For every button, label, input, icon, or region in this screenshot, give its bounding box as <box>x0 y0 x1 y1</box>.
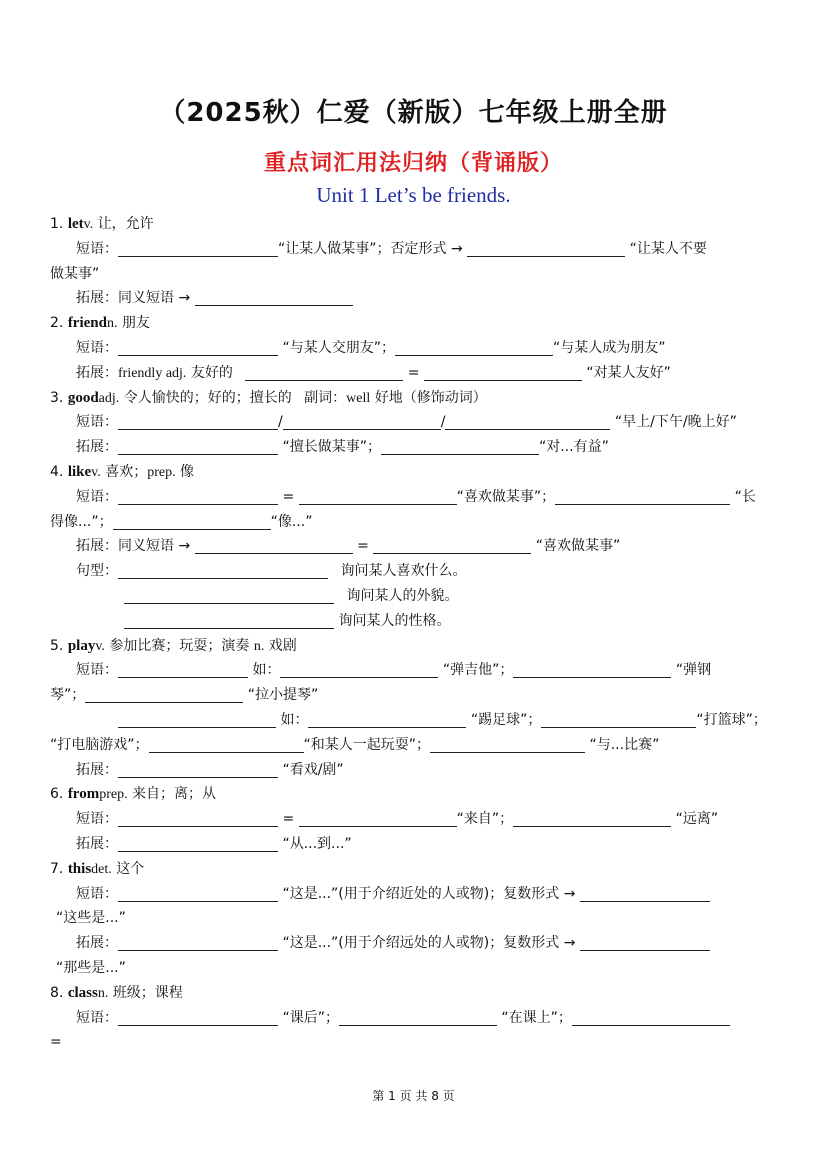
entry-heading <box>50 634 780 659</box>
line-text: 询问某人喜欢什么。 <box>340 563 467 580</box>
line-text: 琴”； <box>50 687 86 704</box>
fill-blank[interactable] <box>467 240 625 257</box>
headword: play <box>67 637 96 654</box>
fill-blank[interactable] <box>513 810 671 827</box>
fill-blank[interactable] <box>339 1009 497 1026</box>
line-text: “弹吉他”； <box>442 662 514 679</box>
slash: / <box>278 414 283 431</box>
entry-number: 7. <box>50 860 64 877</box>
fill-blank[interactable] <box>124 612 334 629</box>
fill-blank[interactable] <box>541 711 696 728</box>
part-of-speech: adj. <box>98 390 120 406</box>
entry-line <box>50 931 780 956</box>
meaning: 来自；离；从 <box>132 786 217 803</box>
line-label: 短语： <box>76 488 118 505</box>
line-label: 短语： <box>76 339 118 356</box>
line-label: 短语： <box>76 885 118 902</box>
line-label: 拓展： <box>76 935 118 952</box>
part-of-speech: v. <box>91 464 101 480</box>
line-text: “对某人友好” <box>586 364 671 381</box>
line-text: 如： <box>252 662 281 679</box>
equals-sign: = <box>50 1034 62 1051</box>
line-text: 询问某人的外貌。 <box>346 587 459 604</box>
meaning: 喜欢； <box>105 463 148 480</box>
entry-heading <box>50 782 780 807</box>
line-text: 做某事” <box>50 265 100 282</box>
slash: / <box>440 414 446 431</box>
fill-blank[interactable] <box>430 736 585 753</box>
line-text: 友好的 <box>190 364 233 381</box>
page-footer: 第 1 页 共 8 页 <box>372 1089 455 1103</box>
fill-blank[interactable] <box>118 711 276 728</box>
entry-line <box>50 683 780 708</box>
line-text: “与某人成为朋友” <box>552 339 666 356</box>
fill-blank[interactable] <box>118 761 278 778</box>
line-text: “在课上”； <box>501 1009 572 1026</box>
headword: from <box>67 786 100 803</box>
line-text: “与某人交朋友”； <box>282 339 395 356</box>
line-label: 拓展： <box>76 364 118 381</box>
fill-blank[interactable] <box>118 413 278 430</box>
arrow-icon: → <box>178 290 191 307</box>
arrow-icon: → <box>563 935 576 952</box>
fill-blank[interactable] <box>118 885 278 902</box>
part-of-speech: prep. <box>147 464 176 480</box>
headword: class <box>67 984 98 1001</box>
fill-blank[interactable] <box>118 835 278 852</box>
fill-blank[interactable] <box>118 438 278 455</box>
line-text: “长 <box>734 488 756 505</box>
fill-blank[interactable] <box>299 810 457 827</box>
fill-blank[interactable] <box>280 661 438 678</box>
line-text: “这些是...” <box>56 910 126 927</box>
meaning: 这个 <box>116 860 145 877</box>
line-text: “喜欢做某事”； <box>456 488 556 505</box>
fill-blank[interactable] <box>308 711 466 728</box>
line-text: “课后”； <box>282 1009 339 1026</box>
entry-number: 6. <box>50 786 64 803</box>
line-text: “看戏/剧” <box>282 761 344 778</box>
headword: friend <box>67 315 107 332</box>
derived-word: friendly adj. <box>118 365 187 381</box>
entry-heading <box>50 212 780 237</box>
entry-line <box>50 410 780 435</box>
entry-heading <box>50 311 780 336</box>
equals-sign: = <box>282 488 295 505</box>
entry-number: 4. <box>50 463 64 480</box>
line-label: 拓展： <box>76 835 118 852</box>
line-text: 好地（修饰动词） <box>374 389 487 406</box>
fill-blank[interactable] <box>283 413 441 430</box>
line-text: “让某人不要 <box>629 240 707 257</box>
headword: like <box>67 463 92 480</box>
line-text: 得像...”； <box>50 513 113 530</box>
headword: this <box>67 860 92 877</box>
entry-line <box>50 485 780 510</box>
part-of-speech: v. <box>83 217 94 232</box>
line-label: 短语： <box>76 662 118 679</box>
line-label: 短语： <box>76 240 118 257</box>
page-title: （2025秋）仁爱（新版）七年级上册全册 <box>159 98 668 128</box>
fill-blank[interactable] <box>195 537 353 554</box>
meaning: 戏剧 <box>268 637 297 654</box>
unit-heading: Unit 1 Let’s be friends. <box>316 183 511 207</box>
entry-line <box>50 832 780 857</box>
line-text: “这是...”(用于介绍远处的人或物)；复数形式 <box>282 935 560 952</box>
line-text: “远离” <box>675 811 719 828</box>
line-text: “踢足球”； <box>470 711 542 728</box>
line-text: “弹钢 <box>675 662 712 679</box>
part-of-speech: prep. <box>99 787 128 803</box>
vocab-list <box>50 212 780 1055</box>
meaning: 班级；课程 <box>112 984 183 1001</box>
line-text: “像...” <box>270 513 313 530</box>
part-of-speech: n. <box>253 638 265 654</box>
arrow-icon: → <box>178 538 191 555</box>
fill-blank[interactable] <box>118 661 248 678</box>
entry-heading <box>50 981 780 1006</box>
fill-blank[interactable] <box>118 339 278 356</box>
entry-line <box>50 1006 780 1031</box>
line-text: “打电脑游戏”； <box>50 736 149 753</box>
fill-blank[interactable] <box>149 736 304 753</box>
meaning: 让，允许 <box>97 216 154 232</box>
line-text: “早上/下午/晚上好” <box>614 414 737 431</box>
fill-blank[interactable] <box>113 513 271 530</box>
part-of-speech: n. <box>106 316 118 332</box>
fill-blank[interactable] <box>424 364 582 381</box>
entry-heading <box>50 386 780 411</box>
headword: let <box>67 216 84 232</box>
fill-blank[interactable] <box>381 438 539 455</box>
entry-line <box>50 534 780 559</box>
entry-line <box>50 510 780 535</box>
entry-line <box>50 758 780 783</box>
line-text: 同义短语 <box>118 538 174 555</box>
entry-number: 8. <box>50 984 64 1001</box>
line-label: 副词： <box>304 389 347 406</box>
part-of-speech: det. <box>91 861 112 877</box>
entry-line <box>50 658 780 683</box>
entry-line <box>50 733 780 758</box>
fill-blank[interactable] <box>245 364 403 381</box>
fill-blank[interactable] <box>373 537 531 554</box>
line-label: 短语： <box>76 1009 118 1026</box>
fill-blank[interactable] <box>118 934 278 951</box>
fill-blank[interactable] <box>85 686 243 703</box>
headword: good <box>67 389 99 406</box>
entry-number: 5. <box>50 637 64 654</box>
entry-number: 1. <box>50 216 64 232</box>
part-of-speech: n. <box>97 985 109 1001</box>
line-text: “让某人做某事”；否定形式 <box>278 240 447 257</box>
entry-line <box>50 262 780 287</box>
fill-blank[interactable] <box>513 661 671 678</box>
meaning: 参加比赛；玩耍；演奏 <box>109 637 250 654</box>
fill-blank[interactable] <box>118 488 278 505</box>
entry-line <box>50 286 780 311</box>
line-label: 拓展： <box>76 439 118 456</box>
page-subtitle: 重点词汇用法归纳（背诵版） <box>263 151 563 176</box>
meaning: 像 <box>180 463 195 480</box>
fill-blank[interactable] <box>580 885 710 902</box>
line-text: “打篮球”； <box>696 711 767 728</box>
fill-blank[interactable] <box>118 240 278 257</box>
entry-line <box>50 906 780 931</box>
line-label: 拓展： <box>76 538 118 555</box>
line-text: “对...有益” <box>538 439 609 456</box>
line-text: 如： <box>280 711 309 728</box>
entry-number: 2. <box>50 315 64 332</box>
line-text: “从...到...” <box>282 835 352 852</box>
equals-sign: = <box>282 811 295 828</box>
fill-blank[interactable] <box>555 488 730 505</box>
line-label: 句型： <box>76 563 118 580</box>
derived-word: well <box>346 390 371 406</box>
line-text: 询问某人的性格。 <box>338 612 451 629</box>
entry-heading <box>50 460 780 485</box>
line-text: 同义短语 <box>118 290 174 307</box>
arrow-icon: → <box>563 885 576 902</box>
line-text: “与...比赛” <box>589 736 660 753</box>
entry-heading <box>50 857 780 882</box>
fill-blank[interactable] <box>118 810 278 827</box>
fill-blank[interactable] <box>118 562 328 579</box>
fill-blank[interactable] <box>124 587 334 604</box>
line-text: “来自”； <box>456 811 514 828</box>
line-label: 短语： <box>76 414 118 431</box>
entry-line <box>50 584 780 609</box>
line-text: “拉小提琴” <box>247 687 319 704</box>
equals-sign: = <box>357 538 369 555</box>
fill-blank[interactable] <box>118 1009 278 1026</box>
entry-line <box>50 807 780 832</box>
entry-line <box>50 237 780 262</box>
part-of-speech: v. <box>95 638 105 654</box>
fill-blank[interactable] <box>395 339 553 356</box>
fill-blank[interactable] <box>572 1009 730 1026</box>
line-text: “那些是...” <box>56 959 126 976</box>
fill-blank[interactable] <box>195 289 353 306</box>
entry-line <box>50 336 780 361</box>
meaning: 令人愉快的；好的；擅长的 <box>123 389 292 406</box>
fill-blank[interactable] <box>580 934 710 951</box>
arrow-icon: → <box>450 240 463 257</box>
entry-line <box>50 708 780 733</box>
entry-line <box>50 882 780 907</box>
entry-line <box>50 361 780 386</box>
line-text: “擅长做某事”； <box>282 439 381 456</box>
line-text: “喜欢做某事” <box>535 538 621 555</box>
entry-line <box>50 435 780 460</box>
line-label: 短语： <box>76 811 118 828</box>
fill-blank[interactable] <box>299 488 457 505</box>
entry-line <box>50 956 780 981</box>
entry-line <box>50 1030 780 1055</box>
fill-blank[interactable] <box>445 413 610 430</box>
line-label: 拓展： <box>76 761 118 778</box>
equals-sign: = <box>407 364 420 381</box>
entry-line <box>50 559 780 584</box>
entry-line <box>50 609 780 634</box>
line-text: “这是...”(用于介绍近处的人或物)；复数形式 <box>282 885 560 902</box>
line-text: “和某人一起玩耍”； <box>303 736 431 753</box>
line-label: 拓展： <box>76 290 118 307</box>
meaning: 朋友 <box>121 315 150 332</box>
entry-number: 3. <box>50 389 64 406</box>
